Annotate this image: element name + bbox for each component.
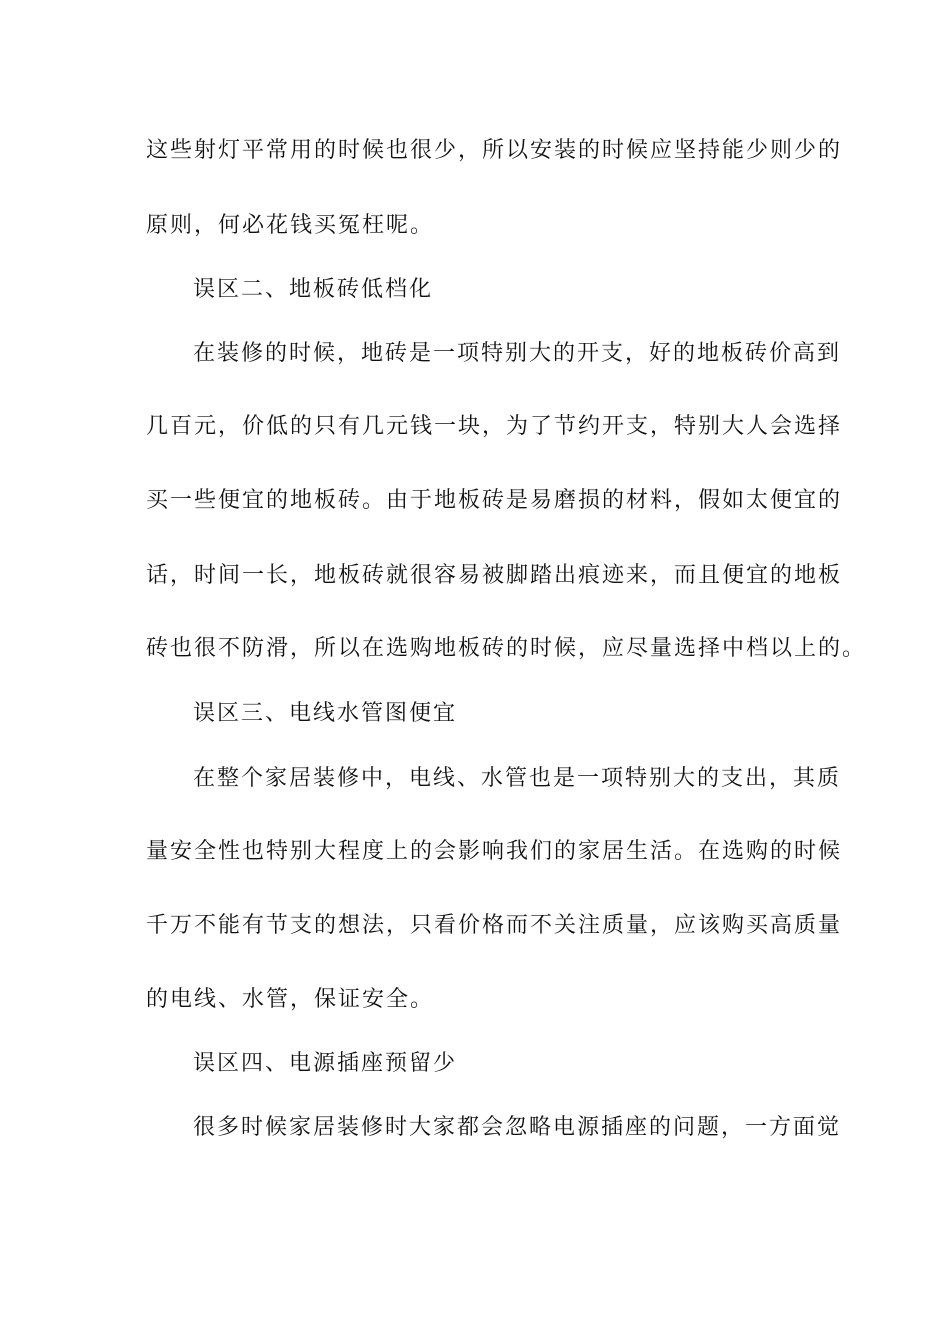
paragraph-line: 这些射灯平常用的时候也很少，所以安装的时候应坚持能少则少的: [146, 138, 843, 163]
paragraph-line: 话，时间一长，地板砖就很容易被脚踏出痕迹来，而且便宜的地板: [146, 563, 843, 588]
paragraph-line: 在整个家居装修中，电线、水管也是一项特别大的支出，其质: [193, 766, 842, 791]
paragraph-line: 买一些便宜的地板砖。由于地板砖是易磨损的材料，假如太便宜的: [146, 488, 843, 513]
section-heading: 误区四、电源插座预留少: [193, 1051, 458, 1076]
paragraph-line: 千万不能有节支的想法，只看价格而不关注质量，应该购买高质量: [146, 913, 843, 938]
paragraph-line: 的电线、水管，保证安全。: [146, 987, 435, 1012]
paragraph-line: 很多时候家居装修时大家都会忽略电源插座的问题，一方面觉: [193, 1115, 842, 1140]
paragraph-line: 原则，何必花钱买冤枉呢。: [146, 213, 435, 238]
paragraph-line: 砖也很不防滑，所以在选购地板砖的时候，应尽量选择中档以上的。: [146, 636, 867, 661]
paragraph-line: 在装修的时候，地砖是一项特别大的开支，好的地板砖价高到: [193, 341, 842, 366]
paragraph-line: 量安全性也特别大程度上的会影响我们的家居生活。在选购的时候: [146, 839, 843, 864]
section-heading: 误区三、电线水管图便宜: [193, 701, 458, 726]
paragraph-line: 几百元，价低的只有几元钱一块，为了节约开支，特别大人会选择: [146, 414, 843, 439]
section-heading: 误区二、地板砖低档化: [193, 277, 434, 302]
